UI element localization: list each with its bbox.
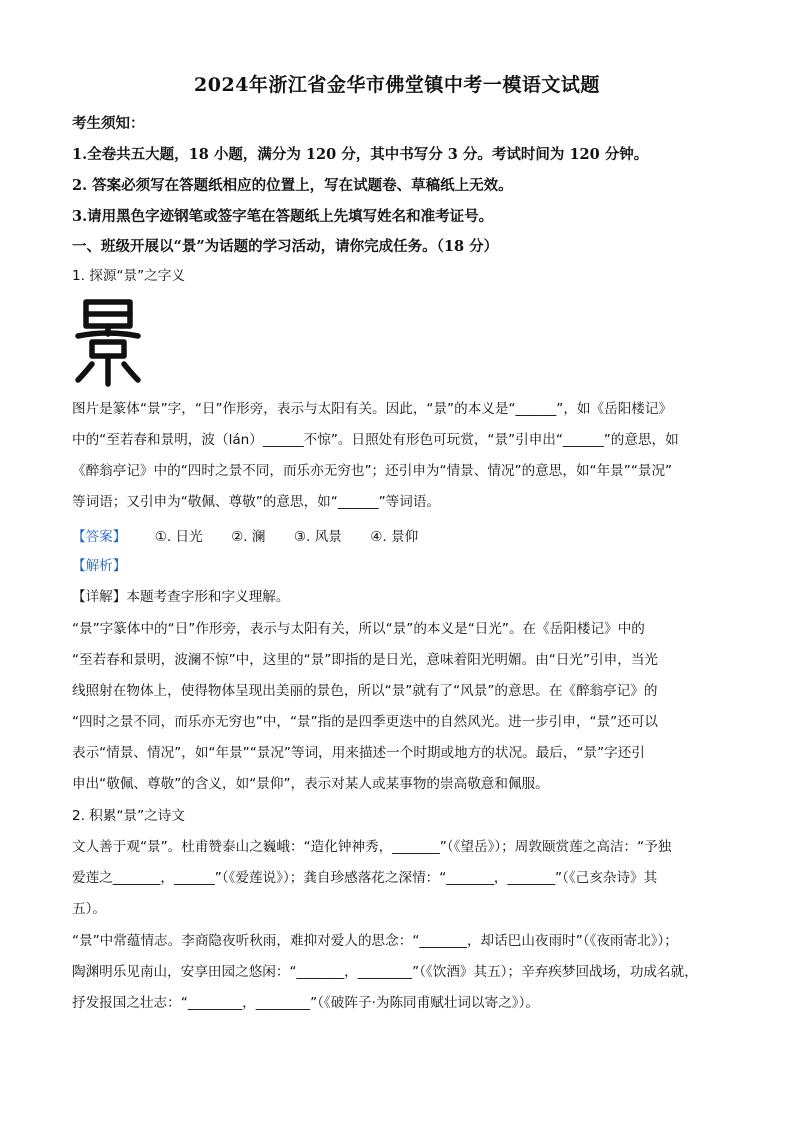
detail-first-text: 本题考查字形和字义理解。 [126,589,290,605]
answer-row [72,525,418,545]
question-2-line: 抒发报国之壮志：“________，________”（《破阵子·为陈同甫赋壮词以寄之》）。 [72,995,539,1011]
notice-item-1: 1.全卷共五大题，18 小题，满分为 120 分，其中书写分 3 分。考试时间为 120 分钟。 [72,146,649,163]
detail-body-line: “四时之景不同，而乐亦无穷也”中，“景”指的是四季更迭中的自然风光。进一步引申，“景”还可以 [72,714,659,730]
analysis-tag: 【解析】 [72,558,127,574]
question-2-line: “景”中常蕴情志。李商隐夜听秋雨，难抑对爱人的思念：“_______，却话巴山夜雨时”（《夜雨寄北》）； [72,933,678,949]
section-heading: 一、班级开展以“景”为话题的学习活动，请你完成任务。（18 分） [72,238,499,255]
detail-body-line: 线照射在物体上，使得物体呈现出美丽的景色，所以“景”就有了“风景”的意思。在《醉翁亭记》的 [72,683,658,699]
page-title: 2024年浙江省金华市佛堂镇中考一模语文试题 [194,74,600,96]
notice-item-3: 3.请用黑色字迹钢笔或签字笔在答题纸上先填写姓名和准考证号。 [72,208,494,225]
answer-item: ②. 澜 [231,529,266,545]
question-1-line: 等词语；又引申为“敬佩、尊敬”的意思，如“______”等词语。 [72,494,441,510]
answer-tag: 【答案】 [72,529,127,545]
notice-heading: 考生须知： [72,115,145,132]
detail-body-line: 表示“情景、情况”，如“年景”“景况”等词，用来描述一个时期或地方的状况。最后，“景”字还引 [72,745,645,761]
question-2-line: 文人善于观“景”。杜甫赞泰山之巍峨：“造化钟神秀，_______”（《望岳》）；周敦颐赏莲之高洁：“予独 [72,839,672,855]
detail-body-line: “景”字篆体中的“日”作形旁，表示与太阳有关，所以“景”的本义是“日光”。在《岳阳楼记》中的 [72,621,645,637]
question-2-title: 2. 积累“景”之诗文 [72,808,185,824]
detail-body-line: “至若春和景明，波澜不惊”中，这里的“景”即指的是日光，意味着阳光明媚。由“日光”引申，当光 [72,652,659,668]
question-1-line: 图片是篆体“景”字，“日”作形旁，表示与太阳有关。因此，“景”的本义是“______”，如《岳阳楼记》 [72,401,673,417]
question-2-line: 陶渊明乐见南山，安享田园之悠闲：“_______，________”（《饮酒》其五）；辛弃疾梦回战场，功成名就， [72,964,698,980]
answer-item: ④. 景仰 [370,529,419,545]
detail-body-line: 申出“敬佩、尊敬”的含义，如“景仰”，表示对某人或某事物的崇高敬意和佩服。 [72,776,549,792]
question-2-line: 爱莲之_______，______”（《爱莲说》）；龚自珍感落花之深情：“_______，_______”（《己亥杂诗》其 [72,870,658,886]
detail-tag: 【详解】 [72,589,127,605]
notice-item-2: 2. 答案必须写在答题纸相应的位置上，写在试题卷、草稿纸上无效。 [72,177,513,194]
answer-item: ①. 日光 [154,529,203,545]
answer-item: ③. 风景 [293,529,342,545]
question-1-line: 《醉翁亭记》中的“四时之景不同，而乐亦无穷也”；还引申为“情景、情况”的意思，如“年景”“景况” [72,463,673,479]
question-2-line: 五）。 [72,901,106,917]
seal-script-jing-image [72,296,144,388]
question-1-line: 中的“至若春和景明，波（lán）______不惊”。日照处有形色可玩赏，“景”引申出“______”的意思，如 [72,432,679,448]
detail-line [72,587,290,607]
question-1-title: 1. 探源“景”之字义 [72,268,185,284]
